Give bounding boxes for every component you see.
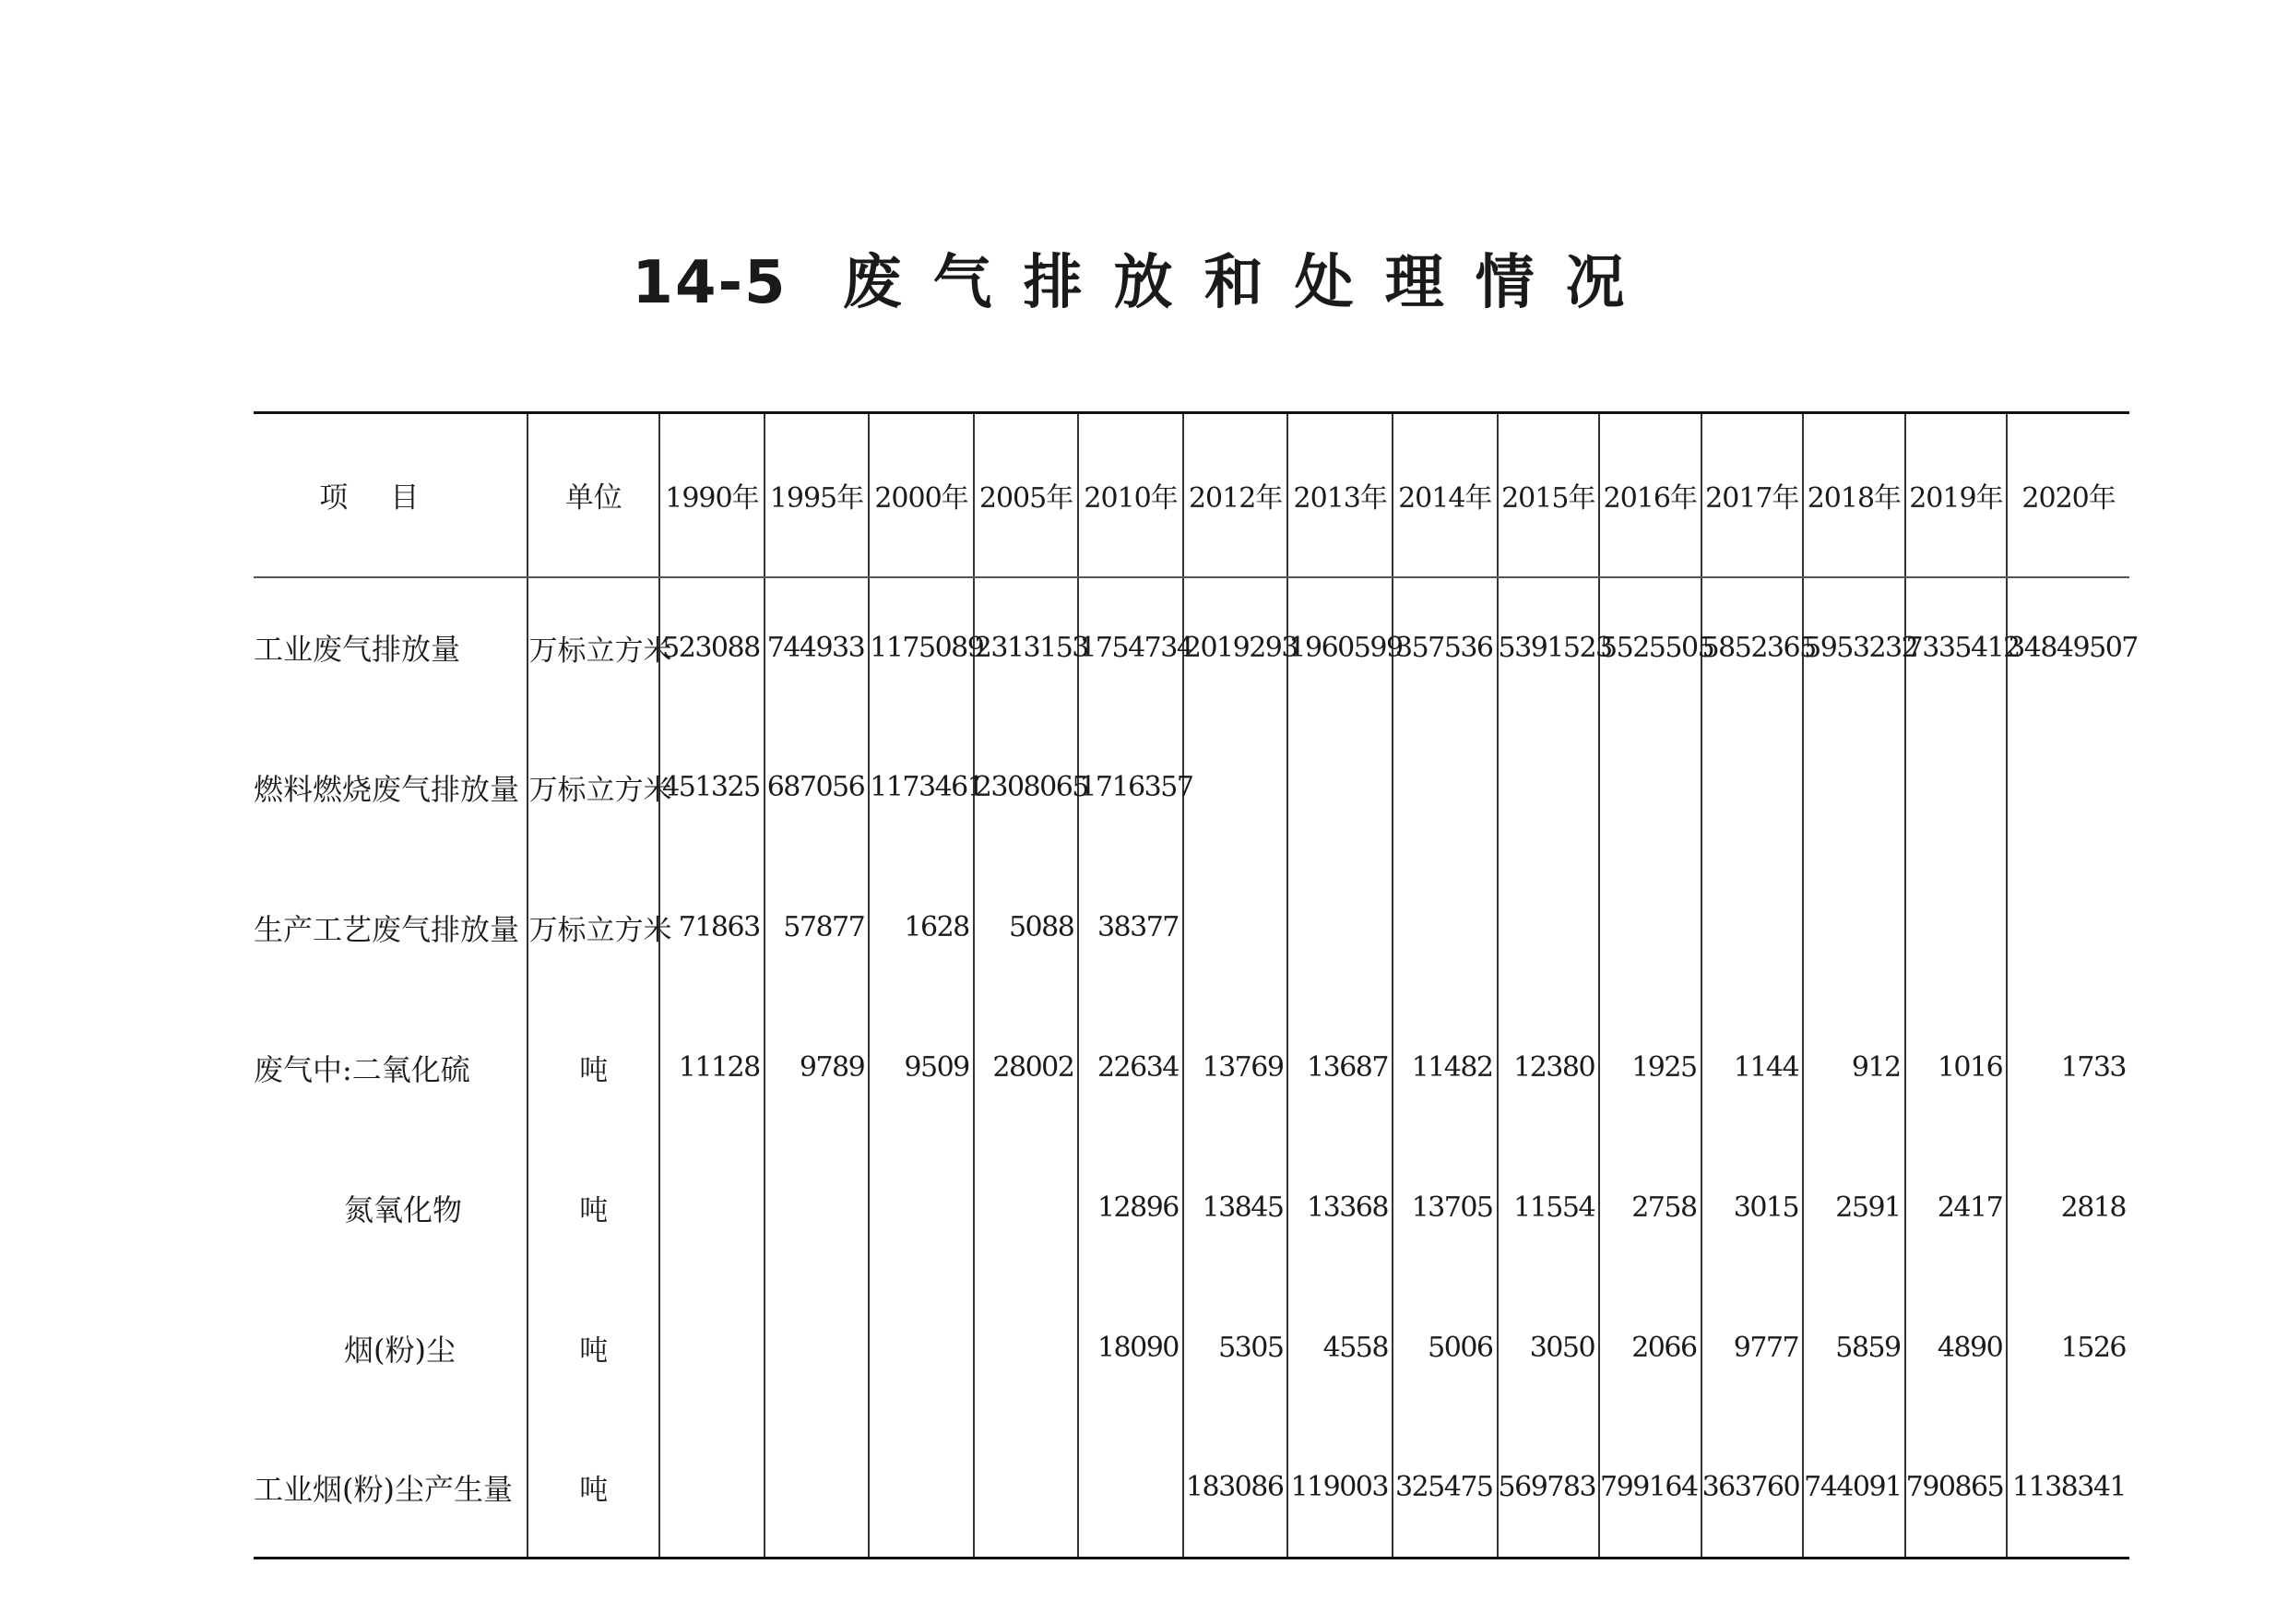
header-unit: 单位 [528, 413, 659, 577]
value-cell: 5852365 [1701, 577, 1804, 717]
value-cell: 22634 [1078, 998, 1183, 1138]
value-cell: 2417 [1905, 1138, 2008, 1278]
value-cell: 1716357 [1078, 717, 1183, 858]
value-cell: 11128 [659, 998, 765, 1138]
table-row [254, 998, 2129, 1138]
value-cell: 569783 [1498, 1418, 1600, 1559]
value-cell: 28002 [974, 998, 1079, 1138]
value-cell: 119003 [1287, 1418, 1393, 1559]
value-cell: 183086 [1183, 1418, 1288, 1559]
value-cell: 2818 [2007, 1138, 2129, 1278]
value-cell: 5391523 [1498, 577, 1600, 717]
value-cell [1498, 858, 1600, 998]
value-cell: 1138341 [2007, 1418, 2129, 1559]
value-cell [974, 1278, 1079, 1418]
value-cell [1905, 717, 2008, 858]
row-unit: 万标立方米 [528, 577, 659, 717]
value-cell: 9777 [1701, 1278, 1804, 1418]
value-cell: 799164 [1599, 1418, 1701, 1559]
header-year: 2019年 [1905, 413, 2008, 577]
value-cell: 7335412 [1905, 577, 2008, 717]
table-row [254, 1138, 2129, 1278]
value-cell [659, 1138, 765, 1278]
row-item-label: 烟(粉)尘 [344, 1332, 456, 1368]
value-cell: 744091 [1803, 1418, 1905, 1559]
value-cell [869, 1418, 974, 1559]
header-year: 2000年 [869, 413, 974, 577]
value-cell: 12896 [1078, 1138, 1183, 1278]
value-cell: 9509 [869, 998, 974, 1138]
value-cell: 357536 [1393, 577, 1498, 717]
value-cell: 18090 [1078, 1278, 1183, 1418]
value-cell [1078, 1418, 1183, 1559]
value-cell [2007, 858, 2129, 998]
header-year: 2010年 [1078, 413, 1183, 577]
value-cell [1183, 717, 1288, 858]
value-cell: 451325 [659, 717, 765, 858]
value-cell: 5953232 [1803, 577, 1905, 717]
value-cell [659, 1278, 765, 1418]
value-cell: 912 [1803, 998, 1905, 1138]
value-cell: 3015 [1701, 1138, 1804, 1278]
value-cell: 687056 [765, 717, 870, 858]
header-year: 2013年 [1287, 413, 1393, 577]
header-year: 2018年 [1803, 413, 1905, 577]
header-year: 2020年 [2007, 413, 2129, 577]
row-unit: 吨 [528, 1278, 659, 1418]
value-cell: 38377 [1078, 858, 1183, 998]
row-unit: 吨 [528, 998, 659, 1138]
value-cell: 1754734 [1078, 577, 1183, 717]
value-cell: 5525505 [1599, 577, 1701, 717]
value-cell [1498, 717, 1600, 858]
value-cell: 9789 [765, 998, 870, 1138]
header-year: 1990年 [659, 413, 765, 577]
value-cell: 2308065 [974, 717, 1079, 858]
value-cell: 1733 [2007, 998, 2129, 1138]
value-cell: 5859 [1803, 1278, 1905, 1418]
value-cell [1803, 858, 1905, 998]
value-cell: 4558 [1287, 1278, 1393, 1418]
header-year: 2012年 [1183, 413, 1288, 577]
header-row [254, 413, 2129, 577]
value-cell [1287, 717, 1393, 858]
table-row [254, 1418, 2129, 1559]
row-item-label: 废气中:二氧化硫 [254, 1051, 470, 1087]
table-row [254, 577, 2129, 717]
value-cell [1599, 858, 1701, 998]
value-cell [765, 1138, 870, 1278]
row-unit: 吨 [528, 1418, 659, 1559]
value-cell [1393, 858, 1498, 998]
value-cell [869, 1278, 974, 1418]
value-cell: 13705 [1393, 1138, 1498, 1278]
header-item: 项目 [254, 413, 528, 577]
value-cell: 790865 [1905, 1418, 2008, 1559]
value-cell [659, 1418, 765, 1559]
value-cell: 71863 [659, 858, 765, 998]
value-cell: 1175089 [869, 577, 974, 717]
row-item-label: 氮氧化物 [344, 1191, 463, 1227]
value-cell [869, 1138, 974, 1278]
value-cell: 57877 [765, 858, 870, 998]
header-year: 1995年 [765, 413, 870, 577]
value-cell: 4890 [1905, 1278, 2008, 1418]
value-cell [974, 1138, 1079, 1278]
value-cell [765, 1278, 870, 1418]
row-item-label: 燃料燃烧废气排放量 [254, 771, 520, 807]
value-cell: 744933 [765, 577, 870, 717]
value-cell: 5088 [974, 858, 1079, 998]
header-year: 2015年 [1498, 413, 1600, 577]
row-item-label: 工业烟(粉)尘产生量 [254, 1418, 528, 1559]
value-cell [2007, 717, 2129, 858]
value-cell: 5305 [1183, 1278, 1288, 1418]
value-cell: 13687 [1287, 998, 1393, 1138]
value-cell [1599, 717, 1701, 858]
value-cell: 1925 [1599, 998, 1701, 1138]
value-cell: 13769 [1183, 998, 1288, 1138]
value-cell: 1144 [1701, 998, 1804, 1138]
value-cell: 3050 [1498, 1278, 1600, 1418]
value-cell [1287, 858, 1393, 998]
value-cell: 2019293 [1183, 577, 1288, 717]
row-item-label: 工业废气排放量 [254, 632, 461, 667]
value-cell [1701, 858, 1804, 998]
value-cell: 1960599 [1287, 577, 1393, 717]
value-cell [1905, 858, 2008, 998]
value-cell: 363760 [1701, 1418, 1804, 1559]
value-cell: 1628 [869, 858, 974, 998]
row-unit: 吨 [528, 1138, 659, 1278]
value-cell: 523088 [659, 577, 765, 717]
page-title [0, 242, 2288, 325]
table-title: 废气排放和处理情况 [842, 249, 1656, 317]
value-cell: 11482 [1393, 998, 1498, 1138]
value-cell: 325475 [1393, 1418, 1498, 1559]
table-number: 14-5 [632, 249, 788, 317]
value-cell: 13368 [1287, 1138, 1393, 1278]
value-cell: 1016 [1905, 998, 2008, 1138]
value-cell: 12380 [1498, 998, 1600, 1138]
table-row [254, 1278, 2129, 1418]
header-year: 2014年 [1393, 413, 1498, 577]
row-unit: 万标立方米 [528, 717, 659, 858]
header-year: 2017年 [1701, 413, 1804, 577]
value-cell: 2066 [1599, 1278, 1701, 1418]
value-cell [765, 1418, 870, 1559]
value-cell [1701, 717, 1804, 858]
value-cell: 1173461 [869, 717, 974, 858]
header-year: 2005年 [974, 413, 1079, 577]
value-cell: 2758 [1599, 1138, 1701, 1278]
value-cell [974, 1418, 1079, 1559]
table-body [254, 577, 2138, 1559]
value-cell: 34849507 [2007, 577, 2129, 717]
row-unit: 万标立方米 [528, 858, 659, 998]
value-cell: 2313153 [974, 577, 1079, 717]
value-cell: 2591 [1803, 1138, 1905, 1278]
value-cell [1393, 717, 1498, 858]
header-year: 2016年 [1599, 413, 1701, 577]
value-cell [1183, 858, 1288, 998]
value-cell: 11554 [1498, 1138, 1600, 1278]
table-row [254, 858, 2129, 998]
value-cell: 13845 [1183, 1138, 1288, 1278]
emissions-table [254, 411, 2138, 1559]
value-cell: 5006 [1393, 1278, 1498, 1418]
value-cell: 1526 [2007, 1278, 2129, 1418]
table-row [254, 717, 2129, 858]
row-item-label: 生产工艺废气排放量 [254, 911, 520, 947]
value-cell [1803, 717, 1905, 858]
